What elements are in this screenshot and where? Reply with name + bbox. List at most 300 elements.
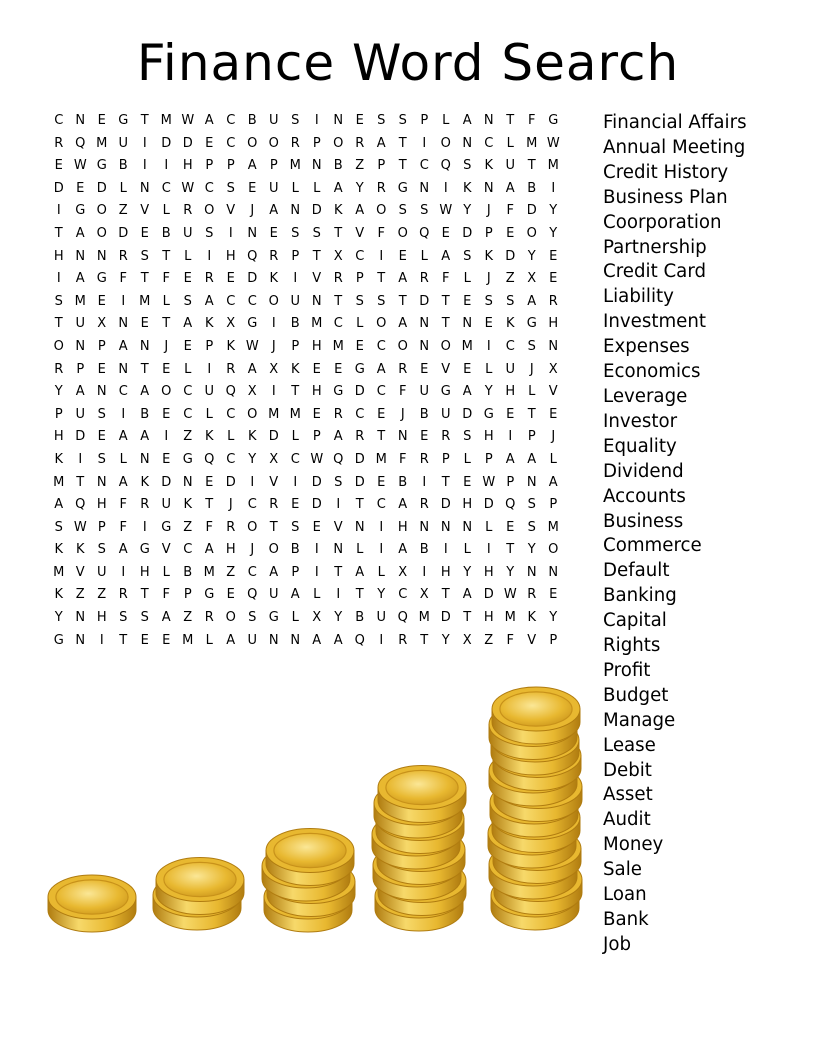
grid-letter: G	[182, 451, 193, 467]
grid-letter: R	[54, 135, 64, 151]
grid-letter: T	[398, 158, 407, 174]
grid-letter: P	[312, 429, 321, 445]
grid-letter: I	[486, 542, 491, 558]
grid-letter: T	[269, 519, 278, 535]
grid-letter: Q	[204, 451, 215, 467]
grid-letter: E	[76, 180, 85, 196]
grid-letter: I	[164, 158, 169, 174]
grid-letter: H	[53, 248, 64, 264]
gold-coin	[376, 797, 464, 854]
grid-letter: D	[161, 474, 172, 490]
gold-coin	[489, 703, 577, 760]
grid-letter: E	[463, 361, 472, 377]
word-list-item: Lease	[603, 734, 656, 756]
grid-letter: E	[312, 361, 321, 377]
grid-letter: C	[183, 406, 193, 422]
grid-letter: C	[118, 384, 128, 400]
grid-letter: M	[332, 338, 344, 354]
grid-letter: R	[398, 632, 408, 648]
grid-letter: K	[204, 429, 214, 445]
grid-letter: F	[442, 271, 450, 287]
word-list-item: Job	[603, 933, 632, 955]
word-list-item: Business	[603, 510, 684, 532]
gold-coin	[493, 827, 581, 884]
grid-letter: E	[398, 248, 407, 264]
grid-letter: A	[226, 632, 236, 648]
grid-letter: E	[463, 293, 472, 309]
grid-letter: B	[398, 474, 408, 490]
grid-letter: H	[53, 429, 64, 445]
grid-letter: O	[268, 293, 279, 309]
grid-letter: I	[422, 135, 427, 151]
grid-letter: A	[505, 180, 515, 196]
gold-coin	[266, 829, 354, 886]
grid-letter: L	[463, 271, 471, 287]
grid-letter: P	[291, 564, 300, 580]
grid-letter: M	[461, 338, 473, 354]
grid-letter: L	[442, 113, 450, 128]
grid-letter: R	[226, 361, 236, 377]
grid-letter: K	[505, 316, 515, 332]
word-list-item: Asset	[603, 784, 653, 806]
grid-letter: I	[314, 542, 319, 558]
grid-letter: Z	[183, 519, 193, 535]
grid-letter: R	[226, 519, 236, 535]
grid-letter: X	[548, 361, 558, 377]
grid-letter: M	[268, 406, 280, 422]
grid-row	[48, 155, 564, 178]
grid-row	[48, 200, 564, 223]
grid-letter: X	[226, 316, 236, 332]
grid-letter: S	[205, 225, 214, 241]
grid-letter: T	[355, 587, 364, 603]
grid-letter: C	[290, 451, 300, 467]
grid-row	[48, 449, 564, 472]
grid-letter: T	[355, 497, 364, 513]
grid-letter: C	[376, 497, 386, 513]
grid-letter: S	[140, 248, 149, 264]
grid-letter: X	[333, 248, 343, 264]
grid-letter: P	[226, 158, 235, 174]
grid-letter: S	[291, 225, 300, 241]
grid-letter: E	[226, 271, 235, 287]
grid-letter: D	[225, 474, 236, 490]
grid-letter: E	[334, 361, 343, 377]
grid-letter: E	[162, 406, 171, 422]
grid-row	[48, 584, 564, 607]
grid-letter: C	[183, 542, 193, 558]
grid-letter: L	[485, 519, 493, 535]
grid-letter: O	[247, 406, 258, 422]
grid-letter: H	[182, 158, 193, 174]
grid-letter: G	[118, 113, 129, 128]
word-list-item: Equality	[603, 435, 677, 457]
grid-letter: P	[484, 225, 493, 241]
grid-letter: K	[54, 542, 64, 558]
grid-letter: E	[441, 225, 450, 241]
grid-letter: F	[162, 587, 170, 603]
word-list-item: Commerce	[603, 535, 702, 557]
grid-letter: A	[75, 225, 85, 241]
grid-letter: A	[505, 451, 515, 467]
grid-letter: P	[291, 248, 300, 264]
grid-letter: M	[160, 113, 172, 128]
gold-coin	[489, 749, 577, 806]
word-list-item: Investor	[603, 410, 678, 432]
grid-letter: I	[379, 519, 384, 535]
grid-letter: V	[75, 564, 85, 580]
grid-letter: I	[486, 338, 491, 354]
grid-letter: A	[398, 316, 408, 332]
word-list-item: Budget	[603, 684, 669, 706]
grid-letter: J	[486, 271, 491, 287]
grid-letter: V	[140, 203, 150, 219]
grid-letter: A	[462, 587, 472, 603]
grid-letter: T	[441, 587, 450, 603]
grid-letter: C	[226, 406, 236, 422]
gold-coin	[493, 734, 581, 791]
grid-letter: D	[354, 451, 365, 467]
grid-letter: U	[440, 406, 451, 422]
grid-letter: O	[440, 135, 451, 151]
grid-letter: T	[312, 248, 321, 264]
grid-letter: E	[312, 406, 321, 422]
grid-letter: E	[506, 519, 515, 535]
grid-row	[48, 472, 564, 495]
word-list-item: Loan	[603, 884, 647, 906]
grid-letter: U	[376, 610, 386, 626]
grid-letter: T	[420, 632, 429, 648]
grid-letter: A	[333, 632, 343, 648]
grid-letter: M	[203, 564, 215, 580]
grid-letter: S	[97, 451, 106, 467]
grid-letter: A	[376, 361, 386, 377]
grid-letter: G	[75, 203, 86, 219]
grid-letter: H	[505, 384, 516, 400]
grid-letter: A	[204, 113, 214, 128]
grid-letter: F	[205, 519, 213, 535]
grid-letter: L	[313, 180, 321, 196]
grid-letter: G	[526, 316, 537, 332]
grid-letter: S	[506, 293, 515, 309]
grid-letter: E	[54, 158, 63, 174]
grid-letter: B	[290, 542, 300, 558]
grid-letter: M	[311, 316, 323, 332]
grid-letter: M	[375, 451, 387, 467]
grid-letter: E	[162, 451, 171, 467]
grid-row	[48, 268, 564, 291]
grid-letter: A	[290, 587, 300, 603]
grid-letter: I	[121, 293, 126, 309]
grid-letter: N	[118, 361, 129, 377]
grid-letter: L	[291, 180, 299, 196]
grid-letter: C	[484, 135, 494, 151]
grid-letter: N	[419, 180, 430, 196]
gold-coin	[489, 842, 577, 899]
grid-letter: N	[548, 564, 559, 580]
grid-letter: E	[269, 225, 278, 241]
grid-letter: N	[118, 316, 129, 332]
grid-letter: A	[204, 293, 214, 309]
grid-letter: E	[183, 271, 192, 287]
grid-letter: I	[207, 361, 212, 377]
grid-letter: F	[119, 519, 127, 535]
grid-letter: Y	[54, 610, 63, 626]
grid-letter: Q	[333, 451, 344, 467]
grid-letter: D	[53, 180, 64, 196]
grid-letter: N	[440, 519, 451, 535]
grid-letter: X	[419, 587, 429, 603]
grid-letter: W	[181, 113, 195, 128]
grid-letter: N	[462, 519, 473, 535]
grid-letter: A	[118, 338, 128, 354]
grid-letter: K	[75, 542, 85, 558]
grid-letter: M	[547, 158, 559, 174]
grid-letter: Z	[183, 429, 193, 445]
grid-letter: E	[420, 361, 429, 377]
grid-letter: A	[269, 203, 279, 219]
grid-letter: L	[485, 361, 493, 377]
grid-letter: Q	[247, 248, 258, 264]
grid-letter: T	[334, 225, 343, 241]
grid-letter: R	[140, 497, 150, 513]
grid-letter: R	[419, 271, 429, 287]
grid-letter: B	[527, 180, 537, 196]
grid-letter: D	[96, 180, 107, 196]
grid-letter: W	[310, 451, 324, 467]
grid-letter: L	[184, 361, 192, 377]
grid-letter: T	[506, 542, 515, 558]
grid-letter: S	[377, 293, 386, 309]
grid-row	[48, 359, 564, 382]
grid-letter: S	[398, 113, 407, 128]
grid-letter: T	[398, 293, 407, 309]
grid-letter: Y	[549, 203, 558, 219]
grid-letter: R	[355, 429, 365, 445]
grid-letter: D	[311, 497, 322, 513]
grid-letter: P	[312, 135, 321, 151]
word-list-item: Financial Affairs	[603, 112, 747, 133]
grid-letter: E	[506, 225, 515, 241]
grid-letter: E	[506, 406, 515, 422]
grid-letter: O	[96, 203, 107, 219]
grid-letter: Y	[377, 587, 386, 603]
grid-letter: W	[73, 158, 87, 174]
grid-letter: N	[354, 519, 365, 535]
grid-letter: N	[96, 248, 107, 264]
grid-letter: J	[228, 497, 233, 513]
word-list-item: Default	[603, 560, 670, 582]
grid-letter: M	[289, 158, 301, 174]
grid-letter: S	[140, 610, 149, 626]
grid-letter: D	[247, 271, 258, 287]
grid-letter: F	[506, 203, 514, 219]
grid-letter: K	[204, 316, 214, 332]
grid-letter: E	[97, 361, 106, 377]
grid-letter: I	[142, 135, 147, 151]
grid-letter: N	[290, 632, 301, 648]
grid-letter: U	[118, 135, 128, 151]
grid-letter: G	[204, 587, 215, 603]
grid-letter: J	[271, 338, 276, 354]
grid-letter: K	[462, 180, 472, 196]
grid-letter: P	[506, 474, 515, 490]
gold-coin	[153, 873, 241, 930]
grid-letter: L	[463, 542, 471, 558]
grid-letter: O	[161, 384, 172, 400]
grid-letter: I	[121, 406, 126, 422]
grid-letter: D	[311, 474, 322, 490]
grid-letter: H	[139, 564, 150, 580]
grid-letter: G	[397, 180, 408, 196]
grid-letter: G	[96, 158, 107, 174]
grid-letter: S	[119, 610, 128, 626]
grid-letter: E	[205, 474, 214, 490]
grid-letter: Q	[247, 587, 258, 603]
grid-letter: H	[96, 497, 107, 513]
grid-letter: A	[548, 474, 558, 490]
grid-row	[48, 381, 564, 404]
grid-letter: A	[204, 542, 214, 558]
grid-letter: R	[118, 587, 128, 603]
grid-letter: W	[482, 474, 496, 490]
grid-letter: Y	[527, 248, 536, 264]
grid-letter: Y	[549, 610, 558, 626]
grid-letter: R	[333, 271, 343, 287]
grid-letter: P	[205, 158, 214, 174]
grid-letter: I	[336, 497, 341, 513]
grid-letter: U	[247, 632, 257, 648]
grid-letter: L	[506, 135, 514, 151]
grid-letter: S	[291, 519, 300, 535]
grid-letter: P	[484, 451, 493, 467]
grid-letter: O	[268, 135, 279, 151]
grid-letter: C	[226, 293, 236, 309]
grid-letter: L	[184, 248, 192, 264]
grid-letter: C	[161, 180, 171, 196]
grid-letter: U	[182, 225, 193, 241]
grid-letter: M	[182, 632, 194, 648]
grid-letter: N	[268, 632, 279, 648]
word-list-item: Accounts	[603, 485, 686, 507]
grid-letter: C	[355, 248, 365, 264]
grid-letter: H	[397, 519, 408, 535]
grid-letter: E	[248, 180, 257, 196]
grid-row	[48, 291, 564, 314]
gold-coin	[156, 858, 244, 915]
grid-letter: V	[548, 384, 558, 400]
grid-letter: L	[291, 610, 299, 626]
grid-letter: A	[140, 429, 150, 445]
grid-letter: P	[377, 158, 386, 174]
grid-letter: I	[164, 429, 169, 445]
grid-letter: Y	[484, 384, 493, 400]
grid-letter: U	[290, 293, 300, 309]
grid-letter: P	[441, 451, 450, 467]
grid-letter: A	[462, 113, 472, 128]
grid-letter: K	[140, 474, 150, 490]
grid-letter: Q	[354, 632, 365, 648]
grid-letter: A	[183, 316, 193, 332]
grid-letter: C	[226, 113, 236, 128]
grid-letter: O	[526, 225, 537, 241]
grid-letter: A	[75, 271, 85, 287]
grid-letter: C	[204, 180, 214, 196]
grid-row	[48, 630, 564, 653]
grid-letter: D	[182, 135, 193, 151]
grid-letter: X	[97, 316, 107, 332]
grid-letter: F	[162, 271, 170, 287]
grid-letter: Q	[397, 610, 408, 626]
grid-letter: L	[205, 406, 213, 422]
grid-letter: S	[291, 113, 300, 128]
grid-letter: C	[226, 451, 236, 467]
grid-letter: O	[548, 542, 559, 558]
grid-letter: A	[161, 610, 171, 626]
grid-letter: G	[161, 519, 172, 535]
grid-letter: D	[462, 225, 473, 241]
grid-letter: R	[183, 203, 193, 219]
grid-letter: R	[54, 361, 64, 377]
grid-letter: C	[419, 158, 429, 174]
grid-letter: T	[463, 610, 472, 626]
grid-letter: E	[484, 316, 493, 332]
grid-row	[48, 246, 564, 269]
grid-letter: T	[527, 158, 536, 174]
grid-letter: N	[548, 338, 559, 354]
grid-letter: I	[142, 519, 147, 535]
grid-letter: T	[54, 225, 63, 241]
grid-letter: A	[118, 542, 128, 558]
grid-letter: P	[97, 519, 106, 535]
grid-letter: R	[419, 451, 429, 467]
grid-letter: L	[420, 248, 428, 264]
grid-letter: I	[271, 316, 276, 332]
grid-letter: K	[183, 497, 193, 513]
grid-letter: X	[269, 361, 279, 377]
grid-letter: B	[118, 158, 128, 174]
grid-letter: K	[269, 271, 279, 287]
grid-letter: T	[140, 113, 149, 128]
grid-letter: Z	[355, 158, 365, 174]
grid-letter: G	[268, 610, 279, 626]
grid-letter: Z	[97, 587, 107, 603]
grid-letter: B	[161, 225, 171, 241]
grid-letter: D	[440, 610, 451, 626]
grid-letter: M	[74, 293, 86, 309]
grid-letter: B	[355, 610, 365, 626]
grid-letter: M	[139, 293, 151, 309]
grid-letter: N	[311, 293, 322, 309]
grid-letter: M	[418, 610, 430, 626]
grid-letter: T	[162, 248, 171, 264]
grid-letter: A	[527, 451, 537, 467]
grid-letter: S	[183, 293, 192, 309]
grid-letter: V	[527, 632, 537, 648]
grid-letter: I	[228, 225, 233, 241]
letter-grid	[48, 110, 564, 652]
grid-letter: A	[118, 429, 128, 445]
grid-letter: G	[139, 542, 150, 558]
grid-letter: E	[549, 248, 558, 264]
grid-letter: Y	[506, 564, 515, 580]
grid-letter: H	[225, 248, 236, 264]
grid-letter: O	[333, 135, 344, 151]
grid-letter: T	[119, 632, 128, 648]
grid-letter: L	[119, 180, 127, 196]
grid-letter: T	[441, 316, 450, 332]
grid-letter: D	[354, 474, 365, 490]
